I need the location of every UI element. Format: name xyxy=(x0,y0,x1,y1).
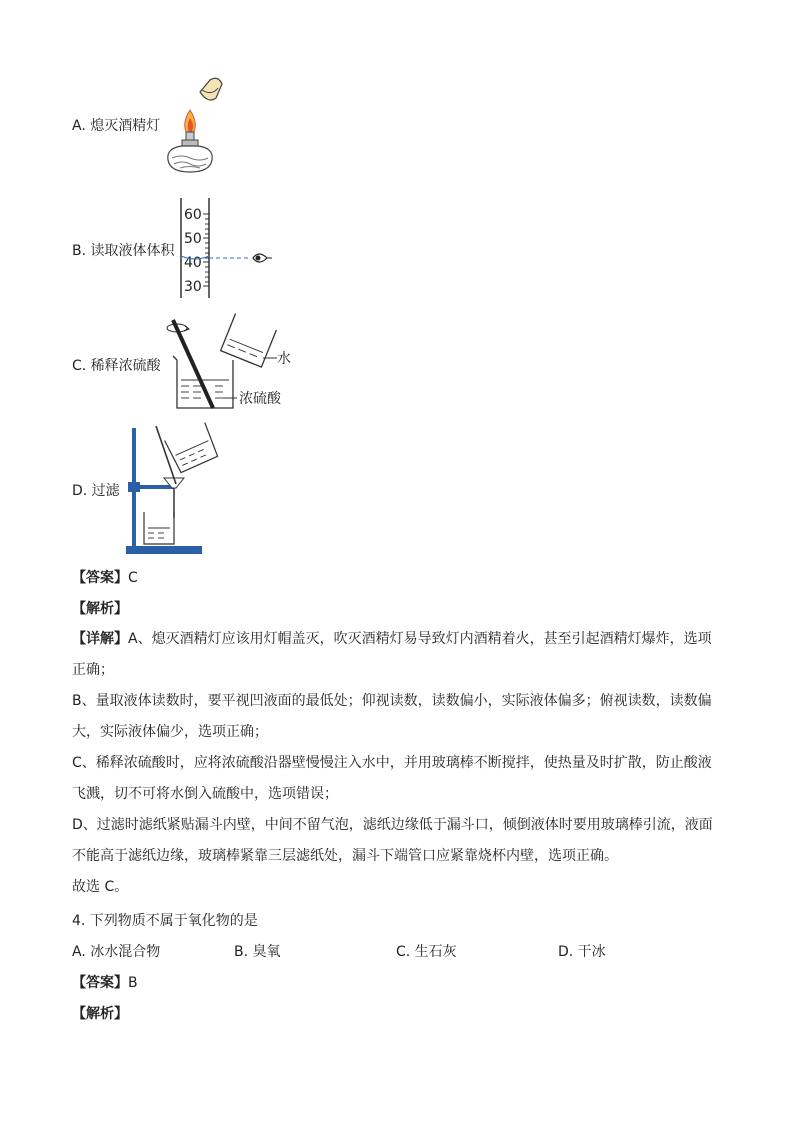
option-a-label: A. 熄灭酒精灯 xyxy=(72,118,161,134)
dilute-acid-figure xyxy=(165,312,305,414)
glass-rod xyxy=(173,320,213,408)
tick-label-40: 40 xyxy=(184,255,202,271)
answer-3-tag: 【答案】 xyxy=(72,570,128,586)
detail-line-6: 飞溅，切不可将水倒入硫酸中，选项错误； xyxy=(72,786,338,802)
answer-4-tag: 【答案】 xyxy=(72,975,128,991)
q4-choice-c: C. 生石灰 xyxy=(396,944,457,960)
detail-line-2: 正确； xyxy=(72,662,114,678)
analysis-3-tag: 【解析】 xyxy=(72,601,128,617)
question-4-stem: 4. 下列物质不属于氧化物的是 xyxy=(72,913,258,929)
q4-choice-d: D. 干冰 xyxy=(558,944,606,960)
q4-choice-a: A. 冰水混合物 xyxy=(72,944,161,960)
tick-label-50: 50 xyxy=(184,231,202,247)
detail-line-4: 大，实际液体偏少，选项正确； xyxy=(72,724,268,740)
alcohol-lamp-figure xyxy=(160,70,230,178)
cylinder-scale-marks xyxy=(203,214,209,286)
detail-line-3: B、量取液体读数时，要平视凹液面的最低处；仰视读数，读数偏小，实际液体偏多；俯视读数，读数偏 xyxy=(72,693,712,709)
flame-icon xyxy=(185,110,196,135)
detail-tag: 【详解】 xyxy=(72,631,128,647)
pouring-beaker xyxy=(165,423,220,474)
lamp-cap-icon xyxy=(200,78,222,100)
option-c-label: C. 稀释浓硫酸 xyxy=(72,358,161,374)
graduated-cylinder-figure xyxy=(175,198,275,300)
detail-line-8: 不能高于滤纸边缘，玻璃棒紧靠三层滤纸处，漏斗下端管口应紧靠烧杯内壁，选项正确。 xyxy=(72,848,618,864)
acid-label: 浓硫酸 xyxy=(239,391,281,407)
option-d-label: D. 过滤 xyxy=(72,483,120,499)
analysis-4-tag: 【解析】 xyxy=(72,1006,128,1022)
detail-line-5: C、稀释浓硫酸时，应将浓硫酸沿器壁慢慢注入水中，并用玻璃棒不断搅拌，使热量及时扩散，防止酸液 xyxy=(72,755,712,771)
tick-label-60: 60 xyxy=(184,207,202,223)
filtration-figure xyxy=(120,422,230,556)
answer-4 xyxy=(72,972,138,992)
detail-line-1: A、熄灭酒精灯应该用灯帽盖灭，吹灭酒精灯易导致灯内酒精着火，甚至引起酒精灯爆炸，选项 xyxy=(128,631,712,647)
answer-3-value: C xyxy=(128,570,138,586)
detail-explanation xyxy=(72,624,722,903)
stand-base xyxy=(126,546,202,554)
water-label: 水 xyxy=(277,351,291,367)
option-b-label: B. 读取液体体积 xyxy=(72,243,175,259)
answer-3 xyxy=(72,567,138,587)
detail-conclusion: 故选 C。 xyxy=(72,879,129,895)
detail-line-7: D、过滤时滤纸紧贴漏斗内壁，中间不留气泡，滤纸边缘低于漏斗口，倾倒液体时要用玻璃棒引流，液面 xyxy=(72,817,713,833)
q4-choice-b: B. 臭氧 xyxy=(234,944,281,960)
water-beaker xyxy=(221,314,277,368)
tick-label-30: 30 xyxy=(184,279,202,295)
stand-clamp xyxy=(128,482,140,492)
eye-icon xyxy=(253,254,272,262)
answer-4-value: B xyxy=(128,975,138,991)
